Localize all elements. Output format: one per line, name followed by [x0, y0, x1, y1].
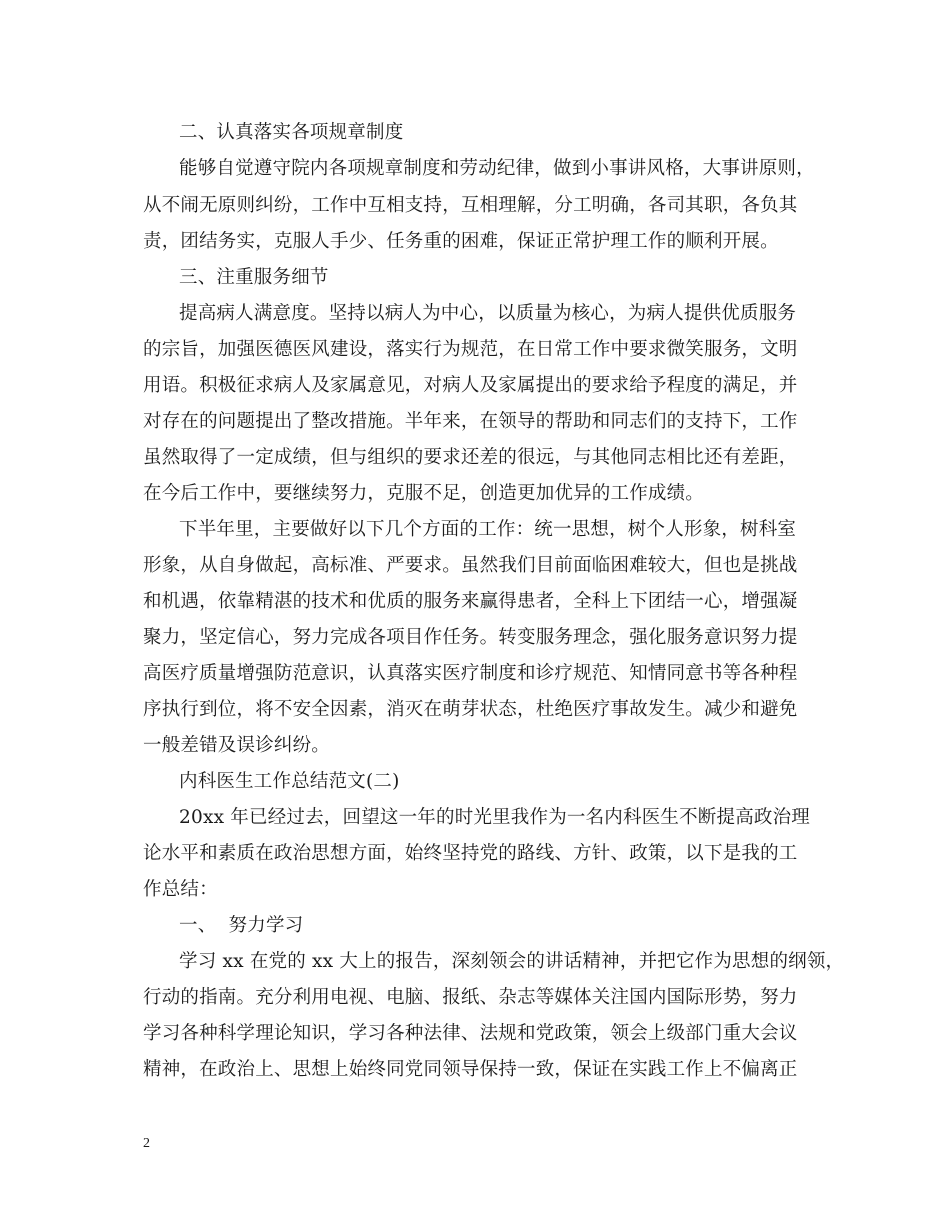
paragraph-line: 精神，在政治上、思想上始终同党同领导保持一致，保证在实践工作上不偏离正 [143, 1059, 798, 1080]
paragraph-line: 下半年里，主要做好以下几个方面的工作：统一思想，树个人形象，树科室 [179, 519, 797, 540]
paragraph-line: 行动的指南。充分利用电视、电脑、报纸、杂志等媒体关注国内国际形势，努力 [143, 987, 798, 1008]
paragraph-line: 能够自觉遵守院内各项规章制度和劳动纪律，做到小事讲风格，大事讲原则， [179, 158, 815, 179]
section-heading-study: 一、 努力学习 [179, 915, 304, 936]
paragraph-line: 对存在的问题提出了整改措施。半年来，在领导的帮助和同志们的支持下，工作 [143, 411, 798, 432]
section-heading-3: 三、注重服务细节 [179, 267, 329, 288]
paragraph-line: 从不闹无原则纠纷，工作中互相支持，互相理解，分工明确，各司其职，各负其 [143, 195, 798, 216]
paragraph-line: 和机遇，依靠精湛的技术和优质的服务来赢得患者，全科上下团结一心，增强凝 [143, 591, 798, 612]
paragraph-line: 高医疗质量增强防范意识，认真落实医疗制度和诊疗规范、知情同意书等各种程 [143, 663, 798, 684]
paragraph-line: 聚力，坚定信心，努力完成各项目作任务。转变服务理念，强化服务意识努力提 [143, 627, 798, 648]
paragraph-line: 责，团结务实，克服人手少、任务重的困难，保证正常护理工作的顺利开展。 [143, 231, 779, 252]
paragraph-line: 提高病人满意度。坚持以病人为中心，以质量为核心，为病人提供优质服务 [179, 303, 797, 324]
page-number: 2 [143, 1136, 150, 1151]
paragraph-line: 的宗旨，加强医德医风建设，落实行为规范，在日常工作中要求微笑服务，文明 [143, 339, 798, 360]
paragraph-line: 学习各种科学理论知识，学习各种法律、法规和党政策，领会上级部门重大会议 [143, 1023, 798, 1044]
paragraph-line: 学习 xx 在党的 xx 大上的报告，深刻领会的讲话精神，并把它作为思想的纲领， [179, 951, 845, 972]
paragraph-line: 用语。积极征求病人及家属意见，对病人及家属提出的要求给予程度的满足，并 [143, 375, 798, 396]
paragraph-line: 作总结： [143, 879, 218, 900]
paragraph-line: 20xx 年已经过去，回望这一年的时光里我作为一名内科医生不断提高政治理 [179, 807, 810, 828]
paragraph-line: 一般差错及误诊纠纷。 [143, 735, 331, 756]
article-title: 内科医生工作总结范文(二) [179, 771, 400, 792]
section-heading-2: 二、认真落实各项规章制度 [179, 122, 404, 143]
paragraph-line: 虽然取得了一定成绩，但与组织的要求还差的很远，与其他同志相比还有差距， [143, 447, 798, 468]
paragraph-line: 论水平和素质在政治思想方面，始终坚持党的路线、方针、政策，以下是我的工 [143, 843, 798, 864]
paragraph-line: 序执行到位，将不安全因素，消灭在萌芽状态，杜绝医疗事故发生。减少和避免 [143, 699, 798, 720]
paragraph-line: 在今后工作中，要继续努力，克服不足，创造更加优异的工作成绩。 [143, 483, 705, 504]
paragraph-line: 形象，从自身做起，高标准、严要求。虽然我们目前面临困难较大，但也是挑战 [143, 555, 798, 576]
